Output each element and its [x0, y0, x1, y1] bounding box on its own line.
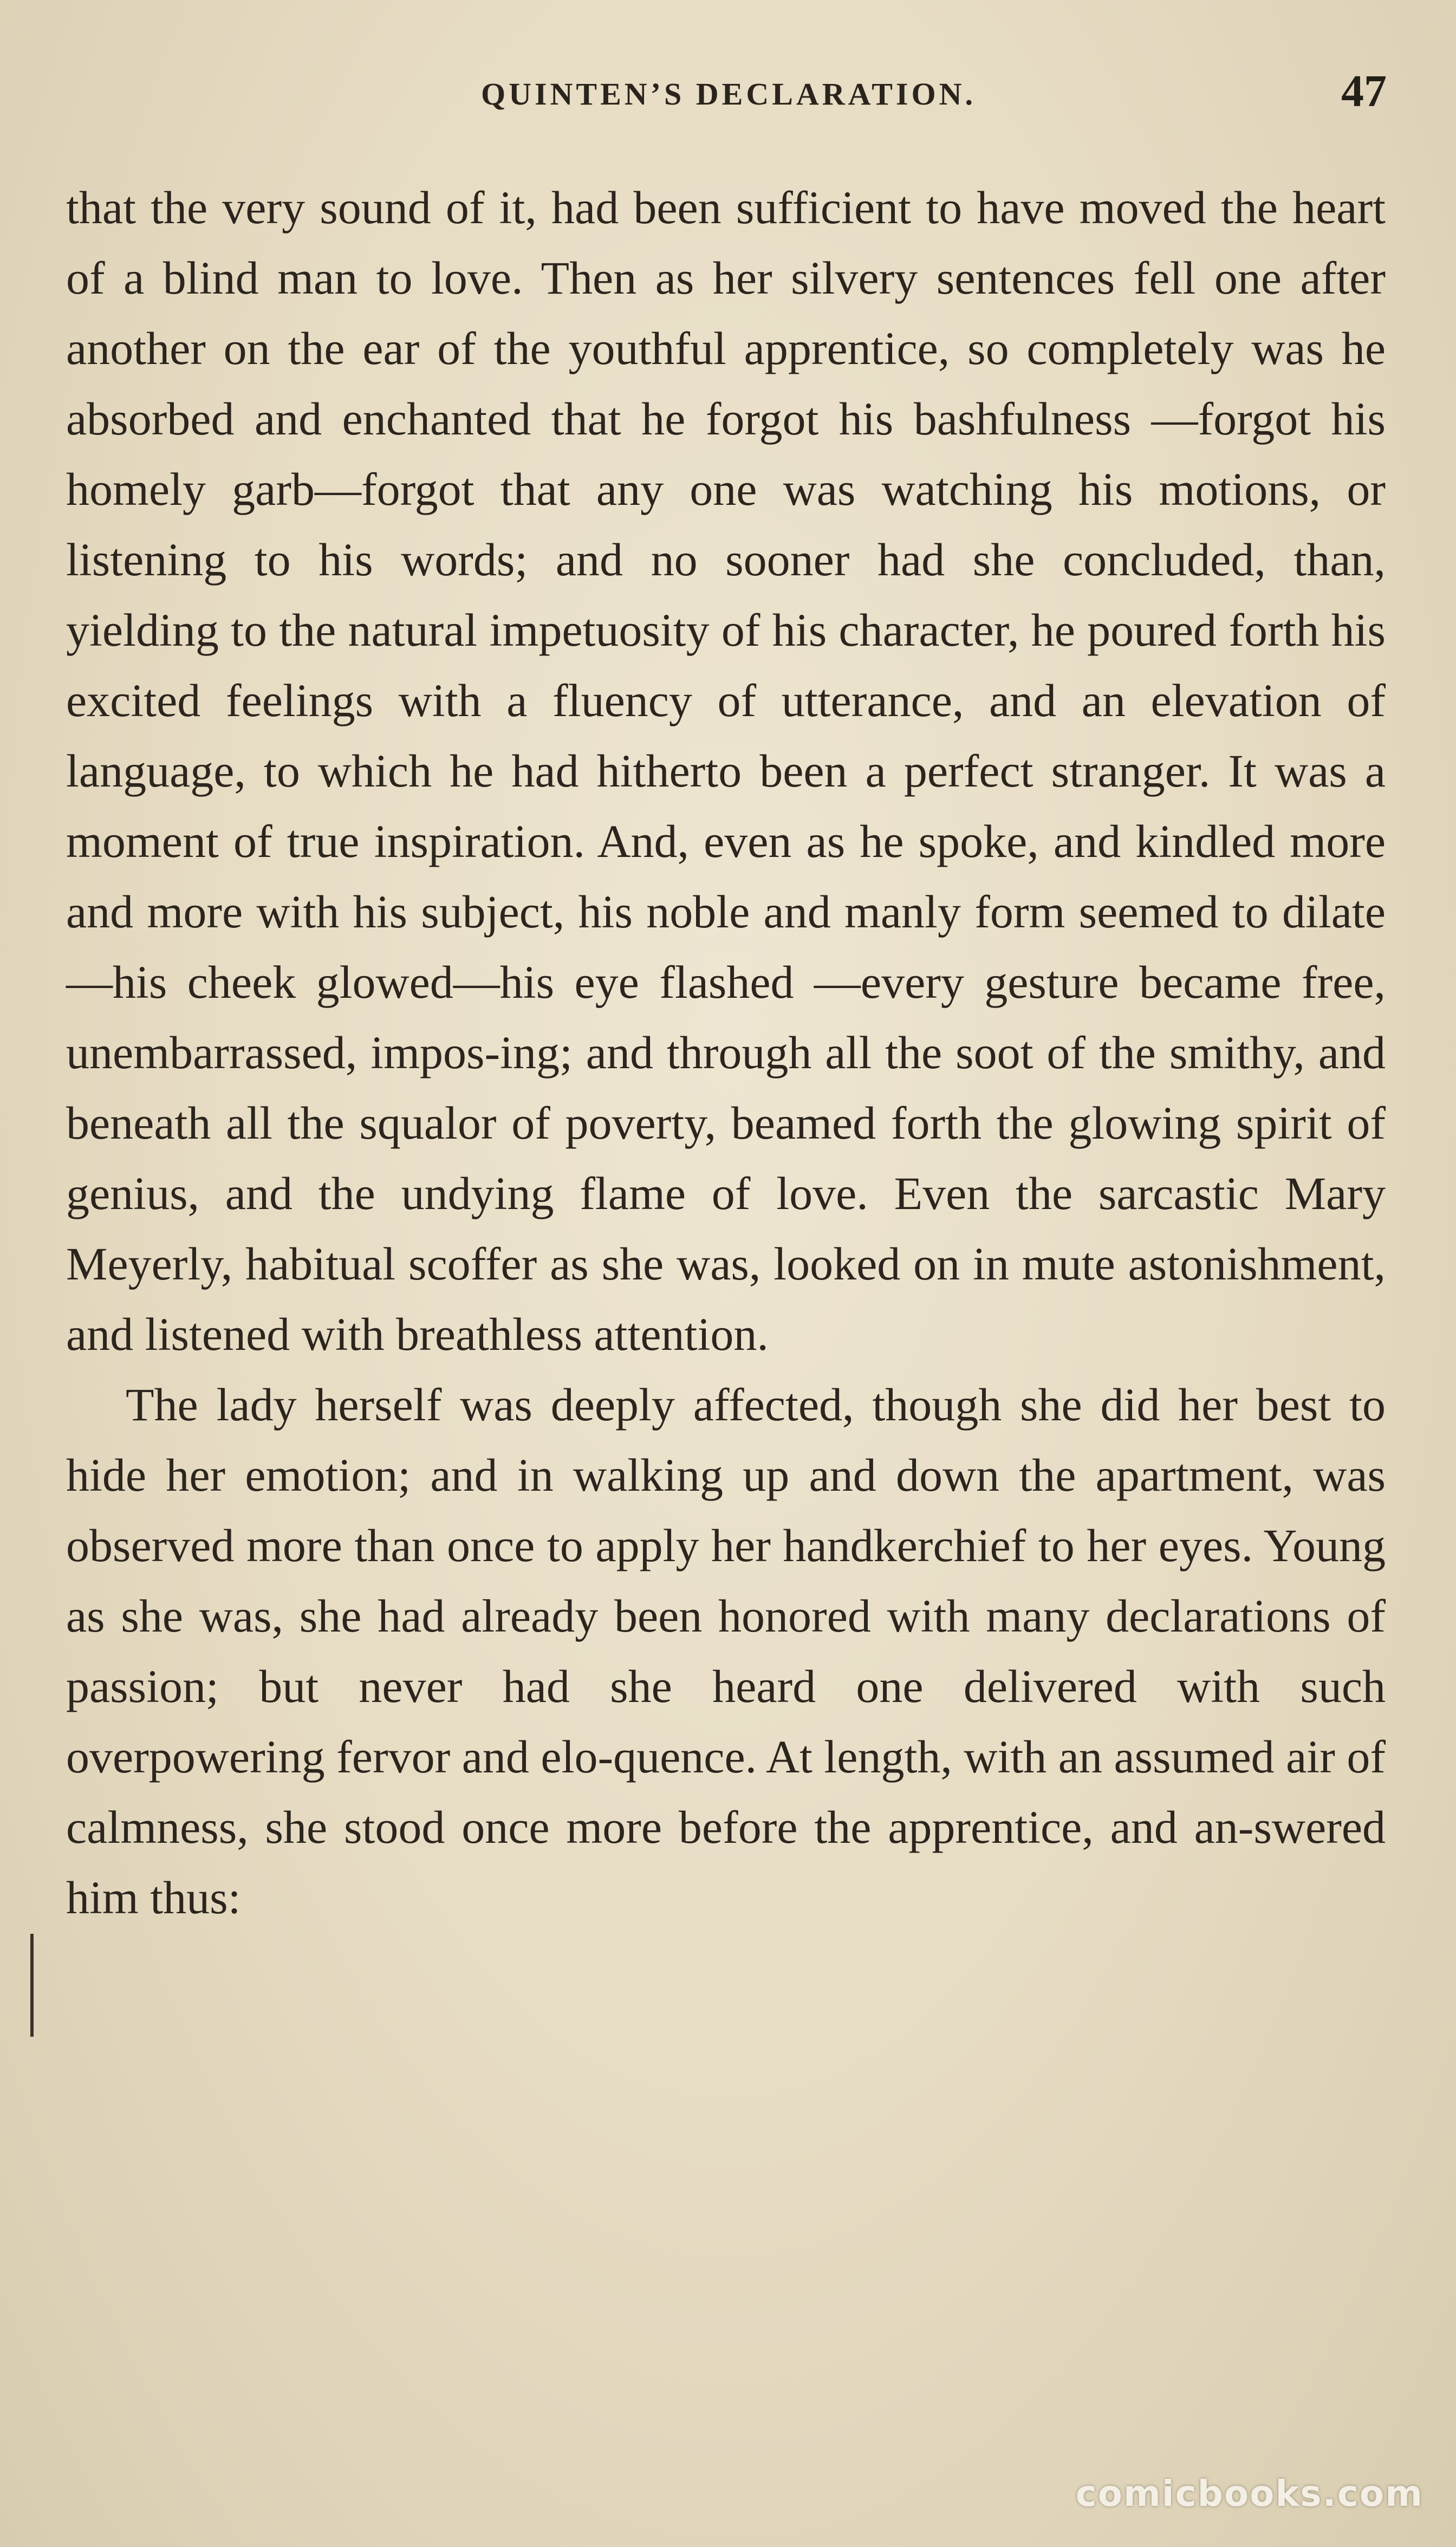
- paragraph: The lady herself was deeply affected, though she did her best to hide her emotion; and in walking up and down the apartment, was observed more than once to apply her handkerchief to her eyes. Young as she was, she had already been honored with many declarations of passion; but never had she heard one delivered with such overpowering fervor and elo-quence. At length, with an assumed air of calmness, she stood once more before the apprentice, and an-swered him thus:: [66, 1379, 1386, 1924]
- page-number: 47: [1341, 66, 1387, 116]
- watermark-logo: comicbooks.com: [1075, 2473, 1424, 2514]
- body-text: [66, 172, 1386, 1933]
- paragraph: that the very sound of it, had been sufficient to have moved the heart of a blind man to love. Then as her silvery sentences fell one after another on the ear of the youthful apprentice, so completely was he absorbed and enchanted that he forgot his bashfulness —forgot his homely garb—forgot that any one was watching his motions, or listening to his words; and no sooner had she concluded, than, yielding to the natural impetuosity of his character, he poured forth his excited feelings with a fluency of utterance, and an elevation of language, to which he had hitherto been a perfect stranger. It was a moment of true inspiration. And, even as he spoke, and kindled more and more with his subject, his noble and manly form seemed to dilate—his cheek glowed—his eye flashed —every gesture became free, unembarrassed, impos-ing; and through all the soot of the smithy, and beneath all the squalor of poverty, beamed forth the glowing spirit of genius, and the undying flame of love. Even the sarcastic Mary Meyerly, habitual scoffer as she was, looked on in mute astonishment, and listened with breathless attention.: [66, 181, 1386, 1360]
- margin-mark: [30, 1934, 34, 2037]
- running-head: QUINTEN’S DECLARATION.: [480, 76, 977, 112]
- page-header: [70, 65, 1387, 125]
